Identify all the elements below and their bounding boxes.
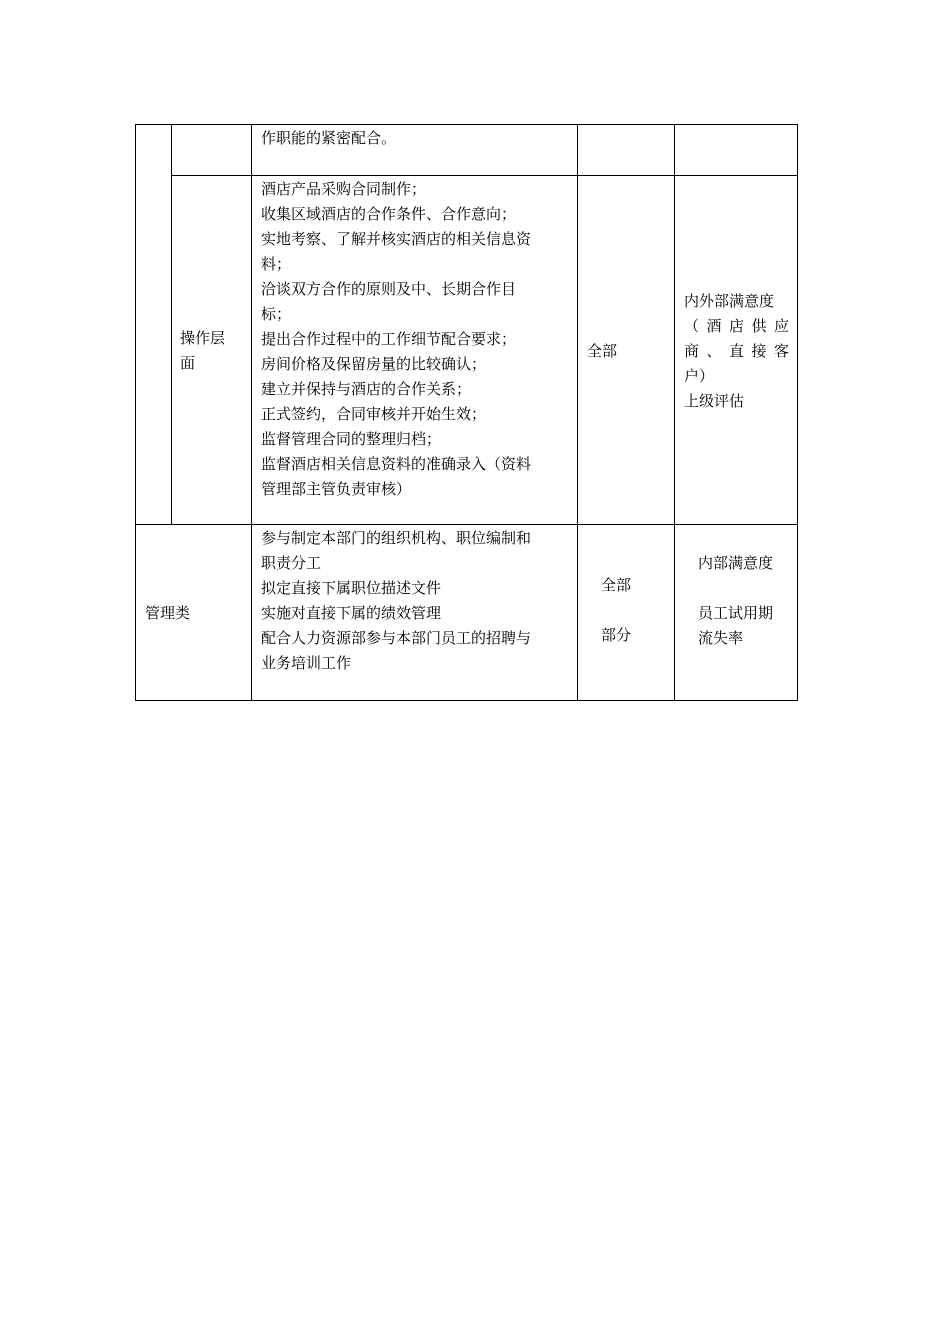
content-line: 提出合作过程中的工作细节配合要求； xyxy=(261,330,517,348)
evaluation-line: 员工试用期 xyxy=(698,604,774,622)
responsibility-value: 部分 xyxy=(601,626,632,644)
content-line: 料； xyxy=(261,255,292,273)
content-line: 标； xyxy=(261,305,292,323)
table-right-border xyxy=(797,124,798,701)
row-divider xyxy=(135,524,798,525)
evaluation-line: 内部满意度 xyxy=(698,554,774,572)
table-top-border xyxy=(135,124,798,125)
column-divider xyxy=(171,124,172,525)
content-line: 酒店产品采购合同制作； xyxy=(261,180,427,198)
content-line: 管理部主管负责审核） xyxy=(261,480,412,498)
content-line: 监督酒店相关信息资料的准确录入（资料 xyxy=(261,455,532,473)
content-line: 建立并保持与酒店的合作关系； xyxy=(261,380,472,398)
table-left-border xyxy=(135,124,136,701)
evaluation-line: 流失率 xyxy=(698,629,744,647)
responsibility-value: 全部 xyxy=(587,342,618,360)
sub-category-line: 操作层 xyxy=(180,329,226,347)
content-line: 配合人力资源部参与本部门员工的招聘与 xyxy=(261,629,532,647)
content-cell xyxy=(261,526,571,676)
category-cell xyxy=(145,601,245,626)
column-divider xyxy=(674,124,675,701)
responsibility-value: 全部 xyxy=(601,576,632,594)
responsibility-cell xyxy=(587,339,671,364)
evaluation-line: 内外部满意度 xyxy=(684,292,775,310)
content-line: 职责分工 xyxy=(261,554,322,572)
content-cell xyxy=(261,126,571,151)
content-line: 实地考察、了解并核实酒店的相关信息资 xyxy=(261,230,532,248)
table-bottom-border xyxy=(135,700,798,701)
content-line: 收集区域酒店的合作条件、合作意向； xyxy=(261,205,517,223)
content-line: 正式签约，合同审核并开始生效； xyxy=(261,405,487,423)
content-line: 作职能的紧密配合。 xyxy=(261,129,397,147)
evaluation-cell xyxy=(684,289,789,414)
category-label: 管理类 xyxy=(145,604,191,622)
content-line: 业务培训工作 xyxy=(261,654,352,672)
evaluation-line: 上级评估 xyxy=(684,392,745,410)
sub-category-line: 面 xyxy=(180,354,196,372)
evaluation-line: （酒店供应 xyxy=(684,317,789,335)
content-line: 监督管理合同的整理归档； xyxy=(261,430,442,448)
content-line: 实施对直接下属的绩效管理 xyxy=(261,604,442,622)
content-line: 参与制定本部门的组织机构、职位编制和 xyxy=(261,529,532,547)
content-line: 拟定直接下属职位描述文件 xyxy=(261,579,442,597)
content-cell xyxy=(261,177,571,502)
evaluation-line: 商、直接客 xyxy=(684,342,789,360)
column-divider xyxy=(251,124,252,701)
content-line: 房间价格及保留房量的比较确认； xyxy=(261,355,487,373)
sub-category-cell xyxy=(180,326,248,376)
evaluation-line: 户） xyxy=(684,367,715,385)
content-line: 洽谈双方合作的原则及中、长期合作目 xyxy=(261,280,517,298)
column-divider xyxy=(577,124,578,701)
row-divider xyxy=(171,175,798,176)
